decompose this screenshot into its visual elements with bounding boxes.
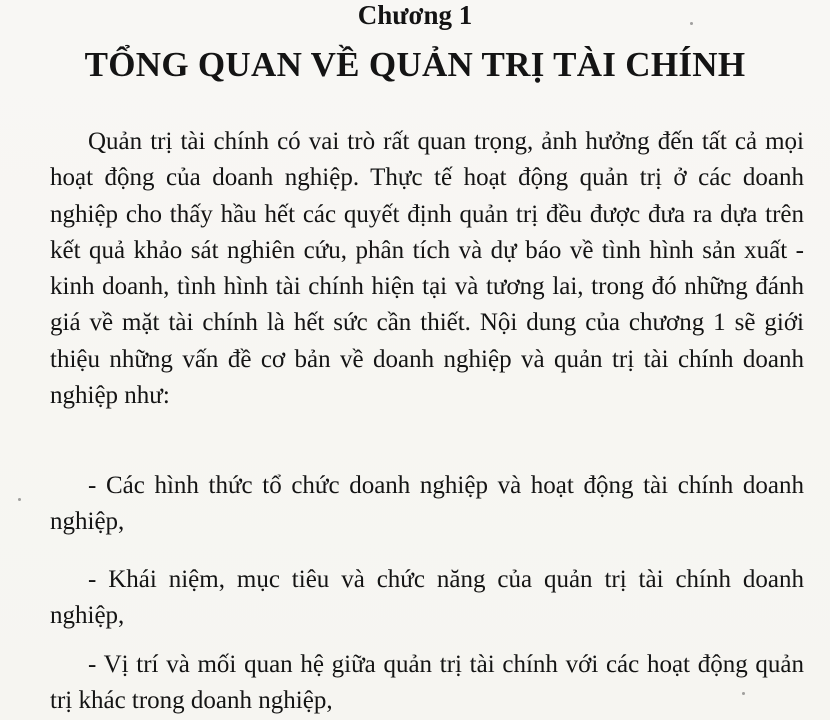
chapter-title: TỔNG QUAN VỀ QUẢN TRỊ TÀI CHÍNH	[84, 45, 746, 84]
scan-speck	[742, 692, 745, 695]
list-item-concept-goals-functions: - Khái niệm, mục tiêu và chức năng của quản trị tài chính doanh nghiệp,	[50, 566, 804, 630]
scan-speck	[690, 22, 693, 25]
chapter-label: Chương 1	[357, 0, 473, 30]
list-item-position-relationship: - Vị trí và mối quan hệ giữa quản trị tài chính với các hoạt động quản trị khác trong doanh nghiệp,	[50, 651, 804, 715]
scan-speck	[18, 498, 21, 501]
list-item-organization-forms: - Các hình thức tổ chức doanh nghiệp và hoạt động tài chính doanh nghiệp,	[50, 472, 804, 536]
intro-paragraph: Quản trị tài chính có vai trò rất quan trọng, ảnh hưởng đến tất cả mọi hoạt động của doanh nghiệp. Thực tế hoạt động quản trị ở các doanh nghiệp cho thấy hầu hết các quyết định quản trị đều được đưa ra dựa trên kết quả khảo sát nghiên cứu, phân tích và dự báo về tình hình sản xuất - kinh doanh, tình hình tài chính hiện tại và tương lai, trong đó những đánh giá về mặt tài chính là hết sức cần thiết. Nội dung của chương 1 sẽ giới thiệu những vấn đề cơ bản về doanh nghiệp và quản trị tài chính doanh nghiệp như:	[50, 128, 804, 410]
